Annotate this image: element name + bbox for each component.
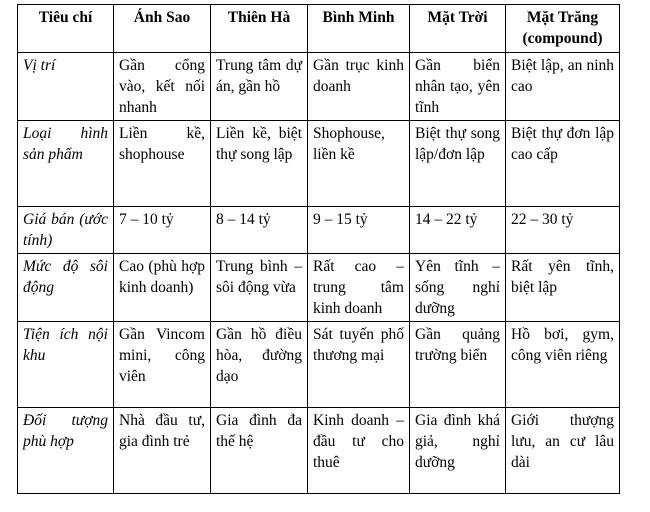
- table-cell: Nhà đầu tư, gia đình trẻ: [114, 408, 211, 494]
- table-cell: Rất yên tĩnh, biệt lập: [506, 254, 620, 322]
- table-cell: Yên tĩnh – sống nghỉ dưỡng: [410, 254, 506, 322]
- table-row: [18, 408, 620, 494]
- header-anh-sao: Ánh Sao: [114, 5, 211, 53]
- table-cell: Biệt lập, an ninh cao: [506, 53, 620, 121]
- table-cell: 8 – 14 tỷ: [211, 207, 308, 254]
- table-cell: Biệt thự song lập/đơn lập: [410, 121, 506, 207]
- header-thien-ha: Thiên Hà: [211, 5, 308, 53]
- table-cell: Gia đình khá giả, nghỉ dưỡng: [410, 408, 506, 494]
- table-row: [18, 322, 620, 408]
- header-binh-minh: Bình Minh: [308, 5, 410, 53]
- table-cell: Gần Vincom mini, công viên: [114, 322, 211, 408]
- table-cell: Trung bình – sôi động vừa: [211, 254, 308, 322]
- header-criterion: Tiêu chí: [18, 5, 114, 53]
- table-cell: Cao (phù hợp kinh doanh): [114, 254, 211, 322]
- table-cell: Gần biển nhân tạo, yên tĩnh: [410, 53, 506, 121]
- table-cell: Kinh doanh – đầu tư cho thuê: [308, 408, 410, 494]
- criterion-cell: Tiện ích nội khu: [18, 322, 114, 408]
- table-cell: Liền kề, shophouse: [114, 121, 211, 207]
- comparison-table: [17, 4, 620, 494]
- table-row: [18, 254, 620, 322]
- table-cell: Shophouse, liền kề: [308, 121, 410, 207]
- header-row: [18, 5, 620, 53]
- table-cell: 22 – 30 tỷ: [506, 207, 620, 254]
- table-cell: Gần trục kinh doanh: [308, 53, 410, 121]
- criterion-cell: Vị trí: [18, 53, 114, 121]
- table-cell: 7 – 10 tỷ: [114, 207, 211, 254]
- table-cell: 9 – 15 tỷ: [308, 207, 410, 254]
- criterion-cell: Đối tượng phù hợp: [18, 408, 114, 494]
- table-cell: Rất cao – trung tâm kinh doanh: [308, 254, 410, 322]
- table-cell: Gần hồ điều hòa, đường dạo: [211, 322, 308, 408]
- table-cell: Liền kề, biệt thự song lập: [211, 121, 308, 207]
- table-row: [18, 121, 620, 207]
- table-cell: Gần quảng trường biển: [410, 322, 506, 408]
- header-mat-trang: Mặt Trăng (compound): [506, 5, 620, 53]
- table-cell: 14 – 22 tỷ: [410, 207, 506, 254]
- table-row: [18, 207, 620, 254]
- header-mat-troi: Mặt Trời: [410, 5, 506, 53]
- criterion-cell: Giá bán (ước tính): [18, 207, 114, 254]
- criterion-cell: Loại hình sản phẩm: [18, 121, 114, 207]
- table-cell: Gần cổng vào, kết nối nhanh: [114, 53, 211, 121]
- comparison-table-container: [17, 4, 620, 494]
- criterion-cell: Mức độ sôi động: [18, 254, 114, 322]
- table-cell: Sát tuyến phố thương mại: [308, 322, 410, 408]
- table-cell: Giới thượng lưu, an cư lâu dài: [506, 408, 620, 494]
- table-cell: Hồ bơi, gym, công viên riêng: [506, 322, 620, 408]
- table-cell: Gia đình đa thế hệ: [211, 408, 308, 494]
- table-cell: Trung tâm dự án, gần hồ: [211, 53, 308, 121]
- table-cell: Biệt thự đơn lập cao cấp: [506, 121, 620, 207]
- table-row: [18, 53, 620, 121]
